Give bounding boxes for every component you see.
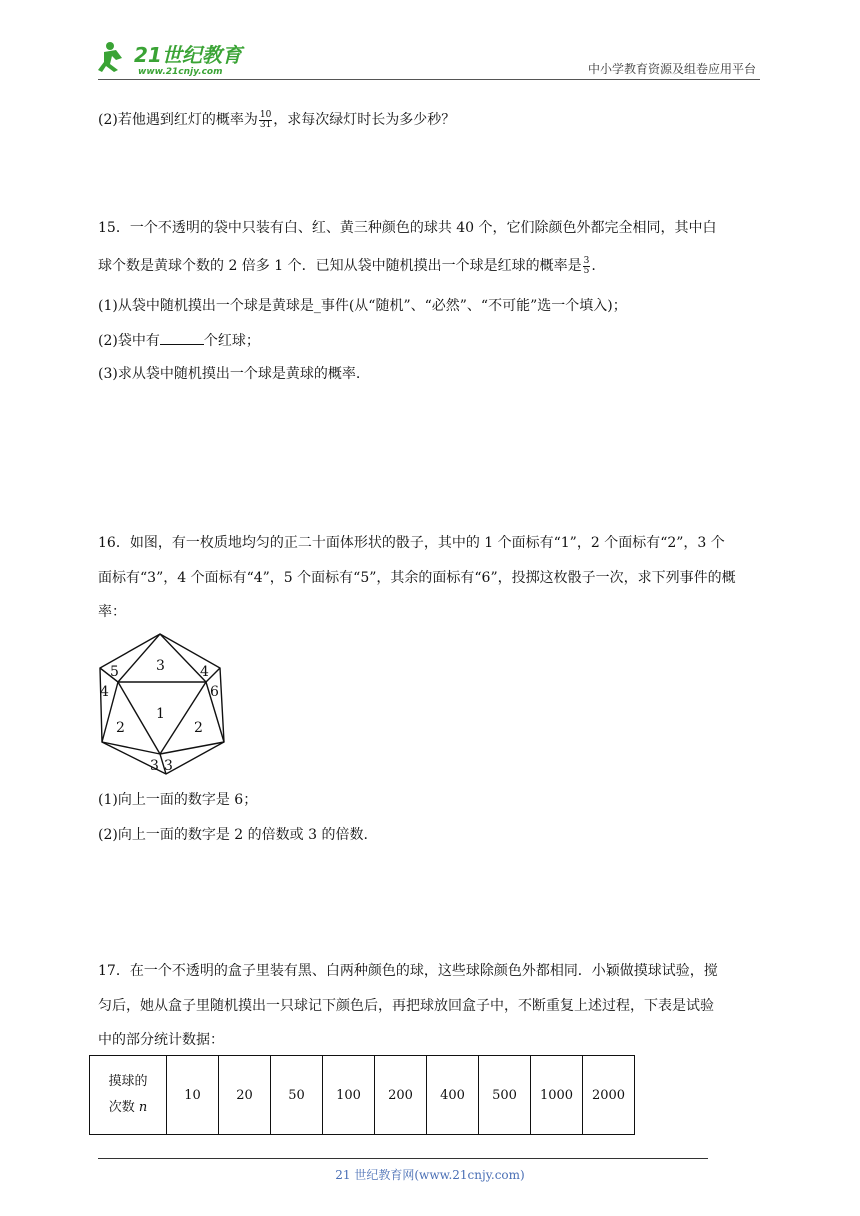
q16-line1: 16．如图，有一枚质地均匀的正二十面体形状的骰子，其中的 1 个面标有“1”，2 个面标有“2”，3 个 bbox=[98, 535, 725, 551]
dice-label-top-right: 4 bbox=[200, 664, 209, 680]
footer-text: 21 世纪教育网(www.21cnjy.com) bbox=[335, 1168, 525, 1182]
q16-line2: 面标有“3”，4 个面标有“4”，5 个面标有“5”，其余的面标有“6”，投掷这枚骰子一次，求下列事件的概 bbox=[98, 570, 736, 586]
q16-line3: 率： bbox=[98, 604, 126, 620]
fraction-3-5: $\frac{3}{5}$ bbox=[583, 255, 590, 276]
table-cell: 2000 bbox=[583, 1056, 635, 1135]
dice-label-bottom-right: 3 bbox=[164, 758, 173, 774]
trial-data-table bbox=[89, 1055, 635, 1135]
q15-part2: (2)袋中有 个红球； bbox=[98, 330, 260, 351]
q16-part2: (2)向上一面的数字是 2 的倍数或 3 的倍数. bbox=[98, 827, 368, 843]
dice-label-left: 4 bbox=[100, 684, 109, 700]
table-cell: 50 bbox=[271, 1056, 323, 1135]
q17-line3: 中的部分统计数据： bbox=[98, 1032, 224, 1048]
icosahedron-dice-figure bbox=[96, 632, 238, 776]
q17-line2: 匀后，她从盒子里随机摸出一只球记下颜色后，再把球放回盒子中，不断重复上述过程，下表是试验 bbox=[98, 998, 714, 1014]
table-cell: 1000 bbox=[531, 1056, 583, 1135]
site-logo bbox=[94, 36, 264, 78]
dice-label-bottom-left: 3 bbox=[150, 758, 159, 774]
q15-line1: 15．一个不透明的袋中只装有白、红、黄三种颜色的球共 40 个，它们除颜色外都完全相同，其中白 bbox=[98, 220, 717, 236]
dice-label-mid-right: 2 bbox=[194, 720, 203, 736]
q15-part3: (3)求从袋中随机摸出一个球是黄球的概率. bbox=[98, 366, 361, 382]
table-cell: 400 bbox=[427, 1056, 479, 1135]
dice-label-right: 6 bbox=[210, 684, 219, 700]
dice-label-mid-left: 2 bbox=[116, 720, 125, 736]
q15-line2: 球个数是黄球个数的 2 倍多 1 个．已知从袋中随机摸出一个球是红球的概率是 $\frac{3}{5}$ . bbox=[98, 255, 596, 276]
table-cell: 20 bbox=[219, 1056, 271, 1135]
q16-part1: (1)向上一面的数字是 6； bbox=[98, 792, 258, 808]
dice-label-center: 1 bbox=[156, 706, 165, 722]
q17-line1: 17．在一个不透明的盒子里装有黑、白两种颜色的球，这些球除颜色外都相同．小颖做摸球试验，搅 bbox=[98, 963, 718, 979]
logo-title: 21世纪教育 bbox=[134, 43, 242, 67]
fraction-10-31: $\frac{10}{31}$ bbox=[259, 109, 272, 130]
table-cell: 100 bbox=[323, 1056, 375, 1135]
table-cell: 500 bbox=[479, 1056, 531, 1135]
answer-blank bbox=[160, 330, 204, 345]
logo-url: www.21cnjy.com bbox=[138, 67, 223, 77]
footer-divider bbox=[98, 1158, 708, 1159]
table-header-cell: 摸球的 次数 n bbox=[90, 1056, 167, 1135]
dice-label-top: 3 bbox=[156, 658, 165, 674]
platform-name: 中小学教育资源及组卷应用平台 bbox=[587, 62, 756, 76]
header-divider bbox=[98, 79, 760, 80]
q14-part2: (2)若他遇到红灯的概率为 $\frac{10}{31}$ ，求每次绿灯时长为多少秒？ bbox=[98, 109, 456, 130]
dice-label-top-left: 5 bbox=[110, 664, 119, 680]
q15-part1: (1)从袋中随机摸出一个球是黄球是_事件(从“随机”、“必然”、“不可能”选一个填入)； bbox=[98, 298, 627, 314]
table-cell: 200 bbox=[375, 1056, 427, 1135]
table-row bbox=[90, 1056, 635, 1135]
table-cell: 10 bbox=[167, 1056, 219, 1135]
